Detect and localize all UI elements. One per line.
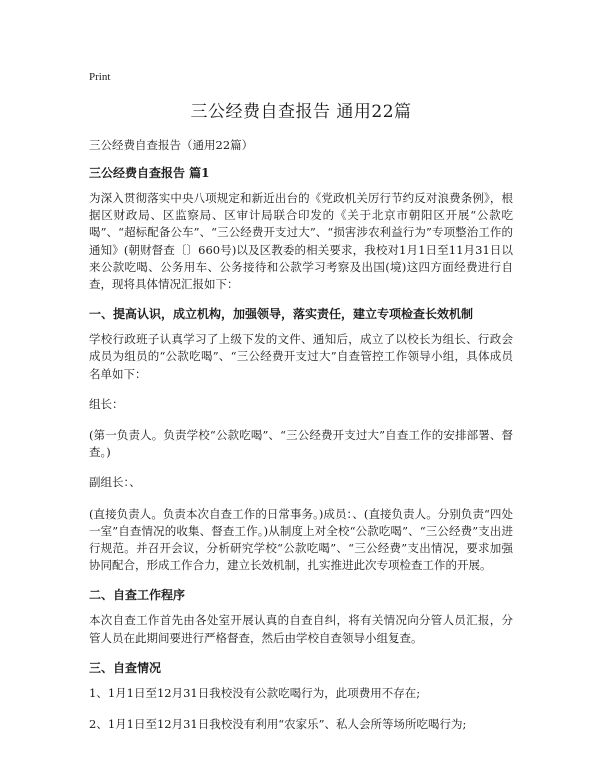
section2-heading: 二、自查工作程序 bbox=[89, 588, 186, 603]
section1-paragraph: 学校行政班子认真学习了上级下发的文件、通知后，成立了以校长为组长、行政会成员为组员的“公款吃喝”、“三公经费开支过大”自查管控工作领导小组，具体成员名单如下： bbox=[89, 332, 513, 381]
leader-label: 组长： bbox=[89, 396, 124, 411]
document-title: 三公经费自查报告 通用22篇 bbox=[190, 102, 412, 122]
list-item: 1、1月1日至12月31日我校没有公款吃喝行为，此项费用不存在; bbox=[89, 685, 421, 700]
intro-paragraph: 为深入贯彻落实中央八项规定和新近出台的《党政机关厉行节约反对浪费条例》，根据区财政局、区监察局、区审计局联合印发的《关于北京市朝阳区开展“公款吃喝”、“超标配备公车”、“三公经费开支过大”、“损害涉农利益行为”专项整治工作的通知》(朝财督查〔〕660号)以及区教委的相关要求，我校对1月1日至11月31日以来公款吃喝、公务用车、公务接待和公款学习考察及出国(境)这四方面经费进行自查，现将具体情况汇报如下： bbox=[89, 191, 513, 292]
document-page bbox=[89, 70, 513, 747]
leader-description: (第一负责人。负责学校“公款吃喝”、“三公经费开支过大”自查工作的安排部署、督查。) bbox=[89, 428, 513, 460]
list-item: 2、1月1日至12月31日我校没有利用“农家乐”、私人会所等场所吃喝行为; bbox=[89, 717, 467, 732]
section2-paragraph: 本次自查工作首先由各处室开展认真的自查自纠，将有关情况向分管人员汇报，分管人员在此期间要进行严格督查，然后由学校自查领导小组复查。 bbox=[89, 613, 513, 645]
print-label[interactable]: Print bbox=[89, 71, 111, 83]
section1-heading: 一、提高认识，成立机构，加强领导，落实责任，建立专项检查长效机制 bbox=[89, 307, 474, 322]
deputy-label: 副组长：、 bbox=[89, 475, 141, 490]
section3-heading: 三、自查情况 bbox=[89, 660, 162, 675]
document-subtitle: 三公经费自查报告（通用22篇） bbox=[89, 138, 254, 152]
deputy-description: (直接负责人。负责本次自查工作的日常事务。)成员：、(直接负责人。分别负责“四处一室”自查情况的收集、督查工作。)从制度上对全校“公款吃喝”、“三公经费”支出进行规范。并召开会议，分析研究学校“公款吃喝”、“三公经费”支出情况，要求加强协同配合，形成工作合力，建立长效机制，扎实推进此次专项检查工作的开展。 bbox=[89, 506, 513, 573]
article-heading: 三公经费自查报告 篇1 bbox=[89, 166, 210, 180]
